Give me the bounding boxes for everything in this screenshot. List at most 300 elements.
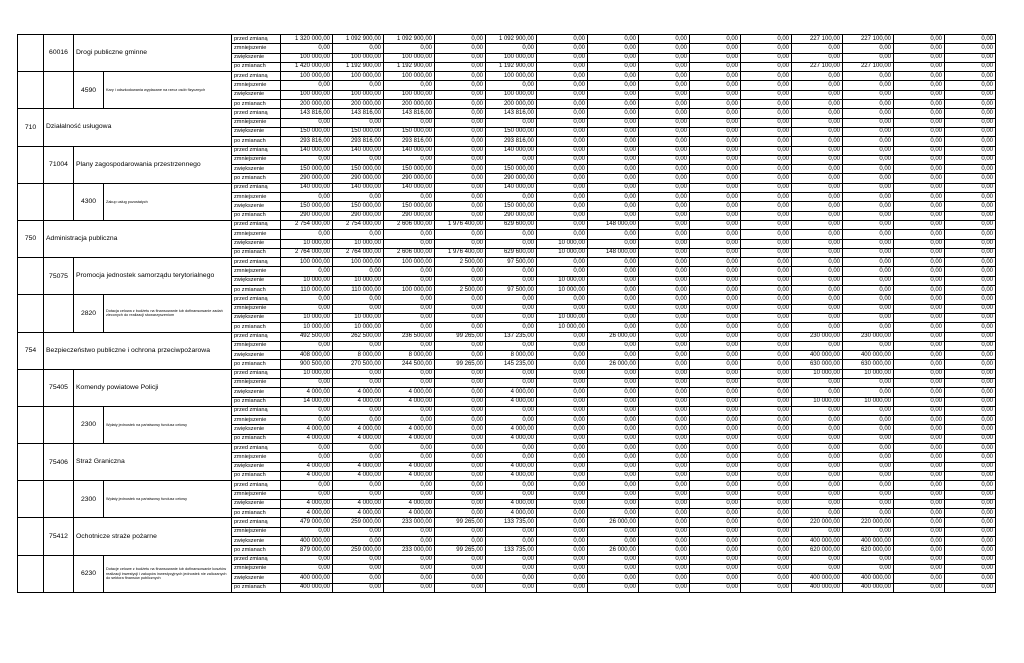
value-cell: 0,00 bbox=[537, 304, 588, 313]
value-cell: 0,00 bbox=[639, 220, 690, 229]
value-cell: 244 500,00 bbox=[384, 360, 435, 369]
value-cell: 1 420 000,00 bbox=[281, 62, 333, 71]
value-cell: 0,00 bbox=[435, 304, 486, 313]
value-cell: 0,00 bbox=[435, 81, 486, 90]
value-cell: 0,00 bbox=[333, 453, 384, 462]
value-cell: 0,00 bbox=[281, 230, 333, 239]
row-label: zwiększenie bbox=[232, 53, 281, 62]
value-cell: 400 000,00 bbox=[843, 583, 894, 592]
value-cell: 0,00 bbox=[894, 295, 945, 304]
value-cell: 0,00 bbox=[690, 471, 741, 480]
value-cell: 0,00 bbox=[741, 81, 792, 90]
value-cell: 0,00 bbox=[741, 230, 792, 239]
value-cell: 2 500,00 bbox=[435, 258, 486, 267]
value-cell: 0,00 bbox=[741, 425, 792, 434]
value-cell: 0,00 bbox=[639, 351, 690, 360]
value-cell: 0,00 bbox=[894, 378, 945, 387]
rozdzial-code: 75075 bbox=[44, 258, 74, 295]
value-cell: 0,00 bbox=[792, 248, 843, 257]
value-cell: 4 000,00 bbox=[486, 509, 537, 518]
table-body bbox=[18, 35, 996, 593]
value-cell: 0,00 bbox=[435, 146, 486, 155]
value-cell: 0,00 bbox=[894, 286, 945, 295]
value-cell: 0,00 bbox=[639, 248, 690, 257]
value-cell: 0,00 bbox=[690, 499, 741, 508]
value-cell: 8 000,00 bbox=[333, 351, 384, 360]
row-label: po zmianach bbox=[232, 286, 281, 295]
value-cell: 0,00 bbox=[945, 518, 996, 527]
value-cell: 0,00 bbox=[690, 202, 741, 211]
value-cell: 0,00 bbox=[639, 100, 690, 109]
rozdzial-code bbox=[44, 481, 74, 518]
value-cell: 1 092 900,00 bbox=[486, 35, 537, 44]
value-cell: 0,00 bbox=[741, 174, 792, 183]
value-cell: 0,00 bbox=[384, 313, 435, 322]
row-label: przed zmianą bbox=[232, 258, 281, 267]
value-cell: 0,00 bbox=[281, 193, 333, 202]
value-cell: 0,00 bbox=[281, 564, 333, 573]
value-cell: 150 000,00 bbox=[281, 127, 333, 136]
value-cell: 0,00 bbox=[690, 490, 741, 499]
value-cell: 0,00 bbox=[894, 555, 945, 564]
value-cell: 0,00 bbox=[486, 406, 537, 415]
value-cell: 0,00 bbox=[945, 583, 996, 592]
value-cell: 4 000,00 bbox=[384, 397, 435, 406]
value-cell: 0,00 bbox=[894, 155, 945, 164]
section-name: Działalność usługowa bbox=[44, 109, 232, 146]
value-cell: 110 000,00 bbox=[281, 286, 333, 295]
value-cell: 0,00 bbox=[333, 574, 384, 583]
table-row bbox=[18, 72, 996, 81]
value-cell: 0,00 bbox=[741, 44, 792, 53]
value-cell: 0,00 bbox=[435, 425, 486, 434]
value-cell: 0,00 bbox=[333, 295, 384, 304]
value-cell: 0,00 bbox=[792, 304, 843, 313]
value-cell: 0,00 bbox=[588, 230, 639, 239]
value-cell: 0,00 bbox=[588, 378, 639, 387]
value-cell: 0,00 bbox=[384, 444, 435, 453]
value-cell: 4 000,00 bbox=[333, 471, 384, 480]
value-cell: 0,00 bbox=[894, 118, 945, 127]
value-cell: 0,00 bbox=[384, 193, 435, 202]
value-cell: 620 000,00 bbox=[843, 546, 894, 555]
value-cell: 143 816,00 bbox=[486, 109, 537, 118]
value-cell: 0,00 bbox=[588, 137, 639, 146]
paragraf-code: 2300 bbox=[74, 481, 104, 518]
value-cell: 0,00 bbox=[639, 564, 690, 573]
value-cell: 0,00 bbox=[894, 220, 945, 229]
value-cell: 0,00 bbox=[639, 174, 690, 183]
value-cell: 0,00 bbox=[639, 537, 690, 546]
row-label: przed zmianą bbox=[232, 518, 281, 527]
value-cell: 0,00 bbox=[588, 146, 639, 155]
rozdzial-code: 60016 bbox=[44, 35, 74, 72]
value-cell: 0,00 bbox=[894, 397, 945, 406]
value-cell: 0,00 bbox=[435, 62, 486, 71]
value-cell: 0,00 bbox=[894, 165, 945, 174]
value-cell: 0,00 bbox=[792, 127, 843, 136]
value-cell: 0,00 bbox=[537, 360, 588, 369]
value-cell: 0,00 bbox=[588, 351, 639, 360]
value-cell: 150 000,00 bbox=[333, 165, 384, 174]
section-name: Administracja publiczna bbox=[44, 220, 232, 257]
value-cell: 0,00 bbox=[639, 583, 690, 592]
value-cell: 0,00 bbox=[281, 267, 333, 276]
chapter-name: Straż Graniczna bbox=[74, 444, 232, 481]
value-cell: 0,00 bbox=[435, 397, 486, 406]
value-cell: 0,00 bbox=[792, 509, 843, 518]
value-cell: 293 816,00 bbox=[333, 137, 384, 146]
value-cell: 2 754 000,00 bbox=[281, 220, 333, 229]
value-cell: 290 000,00 bbox=[384, 211, 435, 220]
value-cell: 0,00 bbox=[690, 527, 741, 536]
paragraf-code: 4300 bbox=[74, 183, 104, 220]
value-cell: 0,00 bbox=[537, 137, 588, 146]
value-cell: 0,00 bbox=[384, 276, 435, 285]
dzial-code bbox=[18, 295, 44, 332]
value-cell: 1 976 400,00 bbox=[435, 220, 486, 229]
table-row bbox=[18, 109, 996, 118]
value-cell: 0,00 bbox=[537, 481, 588, 490]
value-cell: 0,00 bbox=[333, 583, 384, 592]
value-cell: 0,00 bbox=[843, 239, 894, 248]
value-cell: 0,00 bbox=[384, 481, 435, 490]
value-cell: 0,00 bbox=[435, 183, 486, 192]
value-cell: 0,00 bbox=[843, 425, 894, 434]
value-cell: 0,00 bbox=[741, 109, 792, 118]
value-cell: 0,00 bbox=[537, 369, 588, 378]
value-cell: 0,00 bbox=[281, 481, 333, 490]
value-cell: 0,00 bbox=[384, 155, 435, 164]
value-cell: 492 500,00 bbox=[281, 332, 333, 341]
value-cell: 8 000,00 bbox=[384, 351, 435, 360]
value-cell: 0,00 bbox=[435, 276, 486, 285]
value-cell: 0,00 bbox=[588, 434, 639, 443]
value-cell: 0,00 bbox=[537, 183, 588, 192]
dzial-code bbox=[18, 35, 44, 72]
paragraph-name: Wpłaty jednostek na państwowy fundusz celowy bbox=[104, 481, 232, 518]
value-cell: 0,00 bbox=[588, 155, 639, 164]
value-cell: 0,00 bbox=[281, 416, 333, 425]
value-cell: 100 000,00 bbox=[281, 90, 333, 99]
value-cell: 0,00 bbox=[281, 155, 333, 164]
value-cell: 0,00 bbox=[639, 35, 690, 44]
table-row bbox=[18, 481, 996, 490]
value-cell: 0,00 bbox=[945, 360, 996, 369]
value-cell: 140 000,00 bbox=[281, 183, 333, 192]
value-cell: 270 500,00 bbox=[333, 360, 384, 369]
row-label: przed zmianą bbox=[232, 109, 281, 118]
value-cell: 150 000,00 bbox=[486, 165, 537, 174]
value-cell: 0,00 bbox=[690, 332, 741, 341]
value-cell: 0,00 bbox=[792, 471, 843, 480]
value-cell: 200 000,00 bbox=[281, 100, 333, 109]
value-cell: 0,00 bbox=[537, 230, 588, 239]
value-cell: 0,00 bbox=[588, 295, 639, 304]
value-cell: 0,00 bbox=[537, 490, 588, 499]
value-cell: 14 000,00 bbox=[281, 397, 333, 406]
value-cell: 0,00 bbox=[486, 267, 537, 276]
value-cell: 0,00 bbox=[792, 406, 843, 415]
value-cell: 0,00 bbox=[894, 239, 945, 248]
value-cell: 10 000,00 bbox=[537, 323, 588, 332]
value-cell: 0,00 bbox=[281, 118, 333, 127]
value-cell: 0,00 bbox=[894, 44, 945, 53]
value-cell: 4 000,00 bbox=[384, 509, 435, 518]
value-cell: 0,00 bbox=[894, 564, 945, 573]
value-cell: 0,00 bbox=[792, 211, 843, 220]
value-cell: 0,00 bbox=[384, 537, 435, 546]
value-cell: 0,00 bbox=[741, 471, 792, 480]
value-cell: 0,00 bbox=[894, 258, 945, 267]
value-cell: 4 000,00 bbox=[333, 434, 384, 443]
value-cell: 0,00 bbox=[588, 406, 639, 415]
value-cell: 0,00 bbox=[843, 127, 894, 136]
value-cell: 0,00 bbox=[843, 230, 894, 239]
value-cell: 0,00 bbox=[741, 397, 792, 406]
row-label: zmniejszenie bbox=[232, 378, 281, 387]
dzial-code bbox=[18, 518, 44, 555]
value-cell: 0,00 bbox=[894, 332, 945, 341]
value-cell: 2 606 000,00 bbox=[384, 220, 435, 229]
row-label: przed zmianą bbox=[232, 72, 281, 81]
value-cell: 0,00 bbox=[588, 127, 639, 136]
value-cell: 0,00 bbox=[945, 44, 996, 53]
value-cell: 0,00 bbox=[588, 109, 639, 118]
value-cell: 479 000,00 bbox=[281, 518, 333, 527]
value-cell: 148 000,00 bbox=[588, 220, 639, 229]
value-cell: 0,00 bbox=[588, 276, 639, 285]
value-cell: 0,00 bbox=[435, 165, 486, 174]
value-cell: 0,00 bbox=[945, 267, 996, 276]
value-cell: 0,00 bbox=[843, 509, 894, 518]
value-cell: 0,00 bbox=[945, 509, 996, 518]
value-cell: 0,00 bbox=[894, 183, 945, 192]
value-cell: 0,00 bbox=[639, 183, 690, 192]
value-cell: 0,00 bbox=[537, 202, 588, 211]
value-cell: 0,00 bbox=[945, 90, 996, 99]
value-cell: 0,00 bbox=[945, 444, 996, 453]
value-cell: 0,00 bbox=[741, 72, 792, 81]
value-cell: 0,00 bbox=[486, 583, 537, 592]
value-cell: 0,00 bbox=[690, 369, 741, 378]
rozdzial-code: 75406 bbox=[44, 444, 74, 481]
table-row bbox=[18, 444, 996, 453]
value-cell: 0,00 bbox=[486, 369, 537, 378]
dzial-code bbox=[18, 146, 44, 183]
value-cell: 0,00 bbox=[945, 127, 996, 136]
value-cell: 10 000,00 bbox=[333, 239, 384, 248]
value-cell: 0,00 bbox=[945, 453, 996, 462]
value-cell: 629 600,00 bbox=[486, 220, 537, 229]
value-cell: 0,00 bbox=[384, 564, 435, 573]
row-label: przed zmianą bbox=[232, 146, 281, 155]
value-cell: 0,00 bbox=[588, 72, 639, 81]
value-cell: 0,00 bbox=[690, 220, 741, 229]
value-cell: 143 816,00 bbox=[281, 109, 333, 118]
value-cell: 0,00 bbox=[792, 72, 843, 81]
value-cell: 0,00 bbox=[690, 109, 741, 118]
value-cell: 0,00 bbox=[435, 481, 486, 490]
value-cell: 400 000,00 bbox=[281, 574, 333, 583]
value-cell: 10 000,00 bbox=[333, 313, 384, 322]
value-cell: 0,00 bbox=[792, 564, 843, 573]
value-cell: 0,00 bbox=[690, 146, 741, 155]
value-cell: 0,00 bbox=[435, 509, 486, 518]
value-cell: 100 000,00 bbox=[333, 90, 384, 99]
value-cell: 630 000,00 bbox=[843, 360, 894, 369]
value-cell: 0,00 bbox=[588, 425, 639, 434]
value-cell: 100 000,00 bbox=[384, 72, 435, 81]
value-cell: 0,00 bbox=[894, 351, 945, 360]
value-cell: 0,00 bbox=[537, 155, 588, 164]
value-cell: 0,00 bbox=[945, 341, 996, 350]
value-cell: 0,00 bbox=[894, 72, 945, 81]
value-cell: 0,00 bbox=[741, 332, 792, 341]
value-cell: 100 000,00 bbox=[281, 53, 333, 62]
value-cell: 0,00 bbox=[792, 313, 843, 322]
value-cell: 0,00 bbox=[945, 109, 996, 118]
value-cell: 150 000,00 bbox=[384, 202, 435, 211]
value-cell: 0,00 bbox=[690, 53, 741, 62]
value-cell: 0,00 bbox=[281, 453, 333, 462]
value-cell: 0,00 bbox=[639, 481, 690, 490]
value-cell: 0,00 bbox=[741, 295, 792, 304]
value-cell: 0,00 bbox=[639, 127, 690, 136]
value-cell: 26 000,00 bbox=[588, 518, 639, 527]
value-cell: 0,00 bbox=[690, 341, 741, 350]
value-cell: 4 000,00 bbox=[486, 499, 537, 508]
value-cell: 0,00 bbox=[384, 583, 435, 592]
row-label: przed zmianą bbox=[232, 444, 281, 453]
value-cell: 0,00 bbox=[537, 434, 588, 443]
value-cell: 0,00 bbox=[945, 425, 996, 434]
rozdzial-code bbox=[44, 555, 74, 592]
value-cell: 0,00 bbox=[435, 537, 486, 546]
value-cell: 0,00 bbox=[792, 90, 843, 99]
value-cell: 0,00 bbox=[690, 378, 741, 387]
value-cell: 0,00 bbox=[741, 434, 792, 443]
value-cell: 0,00 bbox=[537, 258, 588, 267]
rozdzial-code: 71004 bbox=[44, 146, 74, 183]
value-cell: 0,00 bbox=[894, 100, 945, 109]
value-cell: 0,00 bbox=[333, 537, 384, 546]
value-cell: 0,00 bbox=[843, 434, 894, 443]
value-cell: 0,00 bbox=[588, 183, 639, 192]
value-cell: 0,00 bbox=[894, 276, 945, 285]
value-cell: 0,00 bbox=[384, 378, 435, 387]
value-cell: 0,00 bbox=[435, 462, 486, 471]
value-cell: 0,00 bbox=[741, 555, 792, 564]
value-cell: 1 092 900,00 bbox=[384, 35, 435, 44]
value-cell: 0,00 bbox=[741, 360, 792, 369]
row-label: po zmianach bbox=[232, 62, 281, 71]
value-cell: 0,00 bbox=[945, 388, 996, 397]
value-cell: 140 000,00 bbox=[486, 183, 537, 192]
value-cell: 0,00 bbox=[945, 137, 996, 146]
value-cell: 0,00 bbox=[792, 137, 843, 146]
value-cell: 0,00 bbox=[639, 165, 690, 174]
value-cell: 0,00 bbox=[435, 109, 486, 118]
value-cell: 0,00 bbox=[894, 574, 945, 583]
value-cell: 0,00 bbox=[333, 118, 384, 127]
row-label: zmniejszenie bbox=[232, 118, 281, 127]
value-cell: 233 000,00 bbox=[384, 518, 435, 527]
value-cell: 0,00 bbox=[281, 295, 333, 304]
value-cell: 99 265,00 bbox=[435, 518, 486, 527]
value-cell: 26 000,00 bbox=[588, 360, 639, 369]
value-cell: 10 000,00 bbox=[333, 276, 384, 285]
value-cell: 0,00 bbox=[435, 490, 486, 499]
value-cell: 0,00 bbox=[843, 453, 894, 462]
row-label: przed zmianą bbox=[232, 481, 281, 490]
value-cell: 0,00 bbox=[741, 378, 792, 387]
value-cell: 259 000,00 bbox=[333, 546, 384, 555]
value-cell: 0,00 bbox=[741, 267, 792, 276]
value-cell: 0,00 bbox=[843, 313, 894, 322]
value-cell: 0,00 bbox=[537, 537, 588, 546]
value-cell: 220 000,00 bbox=[843, 518, 894, 527]
value-cell: 0,00 bbox=[894, 499, 945, 508]
value-cell: 0,00 bbox=[894, 518, 945, 527]
value-cell: 0,00 bbox=[894, 62, 945, 71]
value-cell: 879 000,00 bbox=[281, 546, 333, 555]
value-cell: 0,00 bbox=[333, 444, 384, 453]
value-cell: 0,00 bbox=[690, 444, 741, 453]
value-cell: 97 500,00 bbox=[486, 258, 537, 267]
value-cell: 110 000,00 bbox=[333, 286, 384, 295]
row-label: zmniejszenie bbox=[232, 230, 281, 239]
value-cell: 4 000,00 bbox=[486, 397, 537, 406]
value-cell: 100 000,00 bbox=[384, 53, 435, 62]
value-cell: 0,00 bbox=[588, 267, 639, 276]
value-cell: 133 735,00 bbox=[486, 546, 537, 555]
value-cell: 0,00 bbox=[384, 555, 435, 564]
value-cell: 0,00 bbox=[639, 341, 690, 350]
value-cell: 0,00 bbox=[435, 193, 486, 202]
value-cell: 0,00 bbox=[945, 546, 996, 555]
value-cell: 0,00 bbox=[281, 555, 333, 564]
value-cell: 0,00 bbox=[281, 444, 333, 453]
value-cell: 0,00 bbox=[945, 100, 996, 109]
value-cell: 0,00 bbox=[435, 499, 486, 508]
value-cell: 0,00 bbox=[435, 471, 486, 480]
value-cell: 0,00 bbox=[537, 127, 588, 136]
value-cell: 0,00 bbox=[894, 546, 945, 555]
value-cell: 0,00 bbox=[384, 230, 435, 239]
value-cell: 0,00 bbox=[639, 388, 690, 397]
value-cell: 0,00 bbox=[639, 555, 690, 564]
value-cell: 0,00 bbox=[537, 267, 588, 276]
value-cell: 10 000,00 bbox=[792, 397, 843, 406]
value-cell: 0,00 bbox=[690, 546, 741, 555]
value-cell: 0,00 bbox=[537, 193, 588, 202]
value-cell: 230 000,00 bbox=[792, 332, 843, 341]
value-cell: 0,00 bbox=[792, 481, 843, 490]
row-label: zmniejszenie bbox=[232, 564, 281, 573]
value-cell: 0,00 bbox=[537, 109, 588, 118]
value-cell: 0,00 bbox=[843, 100, 894, 109]
value-cell: 0,00 bbox=[281, 341, 333, 350]
value-cell: 400 000,00 bbox=[792, 574, 843, 583]
value-cell: 0,00 bbox=[639, 332, 690, 341]
value-cell: 0,00 bbox=[435, 369, 486, 378]
row-label: zmniejszenie bbox=[232, 81, 281, 90]
value-cell: 0,00 bbox=[588, 369, 639, 378]
value-cell: 0,00 bbox=[945, 323, 996, 332]
value-cell: 0,00 bbox=[435, 155, 486, 164]
value-cell: 4 000,00 bbox=[281, 462, 333, 471]
